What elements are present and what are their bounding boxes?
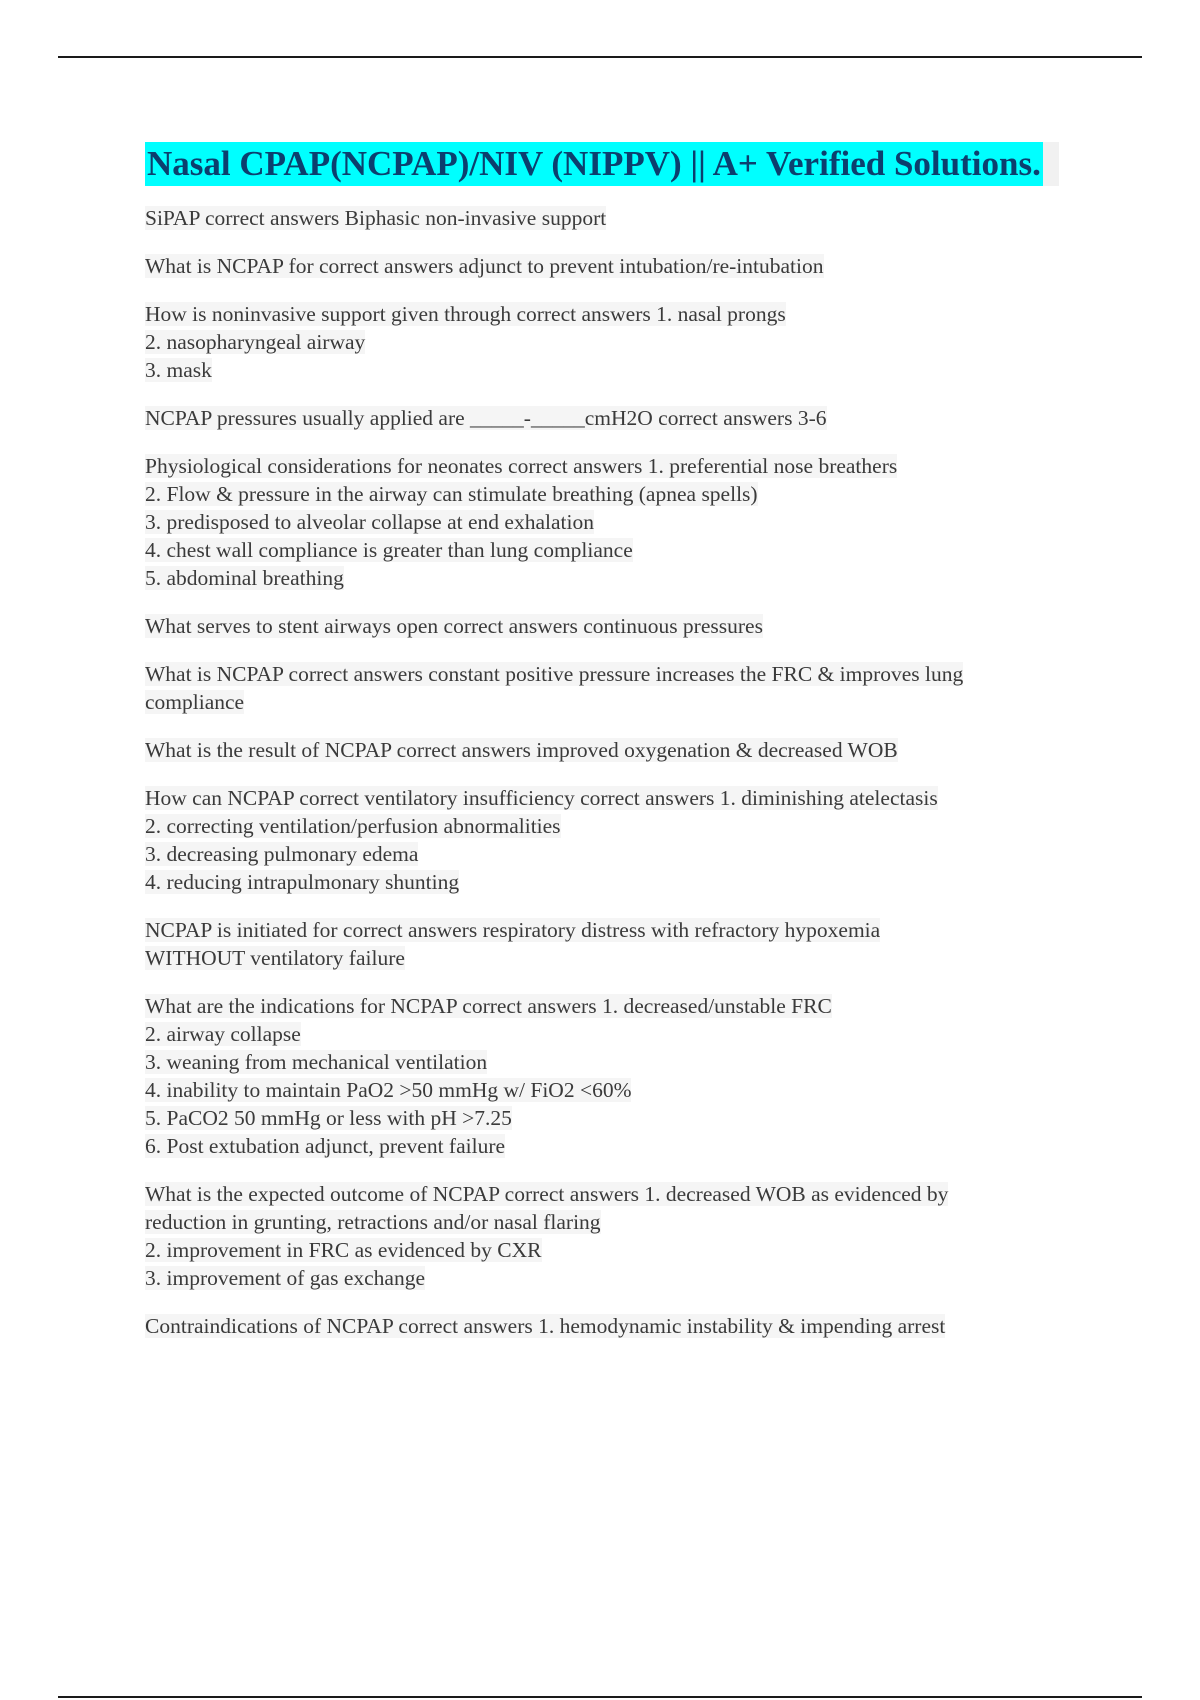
qa-line: 2. improvement in FRC as evidenced by CXR: [145, 1238, 542, 1262]
qa-item-11: [145, 992, 1085, 1160]
qa-line: 6. Post extubation adjunct, prevent failure: [145, 1134, 506, 1158]
qa-line: What is the expected outcome of NCPAP correct answers 1. decreased WOB as evidenced by: [145, 1182, 949, 1206]
qa-item-8: [145, 736, 1085, 764]
qa-line: 4. chest wall compliance is greater than lung compliance: [145, 538, 633, 562]
qa-item-9: [145, 784, 1085, 896]
qa-line: Contraindications of NCPAP correct answers 1. hemodynamic instability & impending arrest: [145, 1314, 946, 1338]
qa-line: 3. decreasing pulmonary edema: [145, 842, 419, 866]
qa-line: 2. correcting ventilation/perfusion abnormalities: [145, 814, 561, 838]
qa-line: WITHOUT ventilatory failure: [145, 946, 405, 970]
qa-line: 5. PaCO2 50 mmHg or less with pH >7.25: [145, 1106, 512, 1130]
qa-item-10: [145, 916, 1085, 972]
qa-item-1: [145, 204, 1085, 232]
qa-line: reduction in grunting, retractions and/or nasal flaring: [145, 1210, 601, 1234]
qa-item-2: [145, 252, 1085, 280]
qa-line: Physiological considerations for neonates correct answers 1. preferential nose breathers: [145, 454, 898, 478]
qa-item-4: [145, 404, 1085, 432]
qa-line: NCPAP pressures usually applied are _____-_____cmH2O correct answers 3-6: [145, 406, 827, 430]
qa-line: What serves to stent airways open correct answers continuous pressures: [145, 614, 763, 638]
qa-item-5: [145, 452, 1085, 592]
qa-line: 2. nasopharyngeal airway: [145, 330, 366, 354]
qa-item-13: [145, 1312, 1085, 1340]
qa-line: 5. abdominal breathing: [145, 566, 344, 590]
qa-line: 4. reducing intrapulmonary shunting: [145, 870, 460, 894]
qa-line: 3. predisposed to alveolar collapse at end exhalation: [145, 510, 594, 534]
qa-line: 4. inability to maintain PaO2 >50 mmHg w/ FiO2 <60%: [145, 1078, 632, 1102]
document-title: Nasal CPAP(NCPAP)/NIV (NIPPV) || A+ Verified Solutions.: [145, 142, 1043, 186]
qa-line: compliance: [145, 690, 245, 714]
document-body: [145, 142, 1085, 1360]
bottom-rule: [58, 1696, 1142, 1698]
qa-line: How is noninvasive support given through correct answers 1. nasal prongs: [145, 302, 786, 326]
qa-line: 3. weaning from mechanical ventilation: [145, 1050, 488, 1074]
qa-line: What is NCPAP for correct answers adjunct to prevent intubation/re-intubation: [145, 254, 824, 278]
qa-line: SiPAP correct answers Biphasic non-invasive support: [145, 206, 607, 230]
qa-line: What are the indications for NCPAP correct answers 1. decreased/unstable FRC: [145, 994, 832, 1018]
qa-line: 2. airway collapse: [145, 1022, 301, 1046]
qa-list: [145, 204, 1085, 1340]
top-rule: [58, 56, 1142, 58]
qa-line: What is NCPAP correct answers constant positive pressure increases the FRC & improves lung: [145, 662, 964, 686]
qa-line: 3. improvement of gas exchange: [145, 1266, 426, 1290]
qa-line: NCPAP is initiated for correct answers respiratory distress with refractory hypoxemia: [145, 918, 881, 942]
qa-line: How can NCPAP correct ventilatory insufficiency correct answers 1. diminishing atelectasis: [145, 786, 938, 810]
qa-item-6: [145, 612, 1085, 640]
qa-item-3: [145, 300, 1085, 384]
qa-item-7: [145, 660, 1085, 716]
qa-line: What is the result of NCPAP correct answers improved oxygenation & decreased WOB: [145, 738, 898, 762]
qa-item-12: [145, 1180, 1085, 1292]
qa-line: 3. mask: [145, 358, 212, 382]
qa-line: 2. Flow & pressure in the airway can stimulate breathing (apnea spells): [145, 482, 758, 506]
